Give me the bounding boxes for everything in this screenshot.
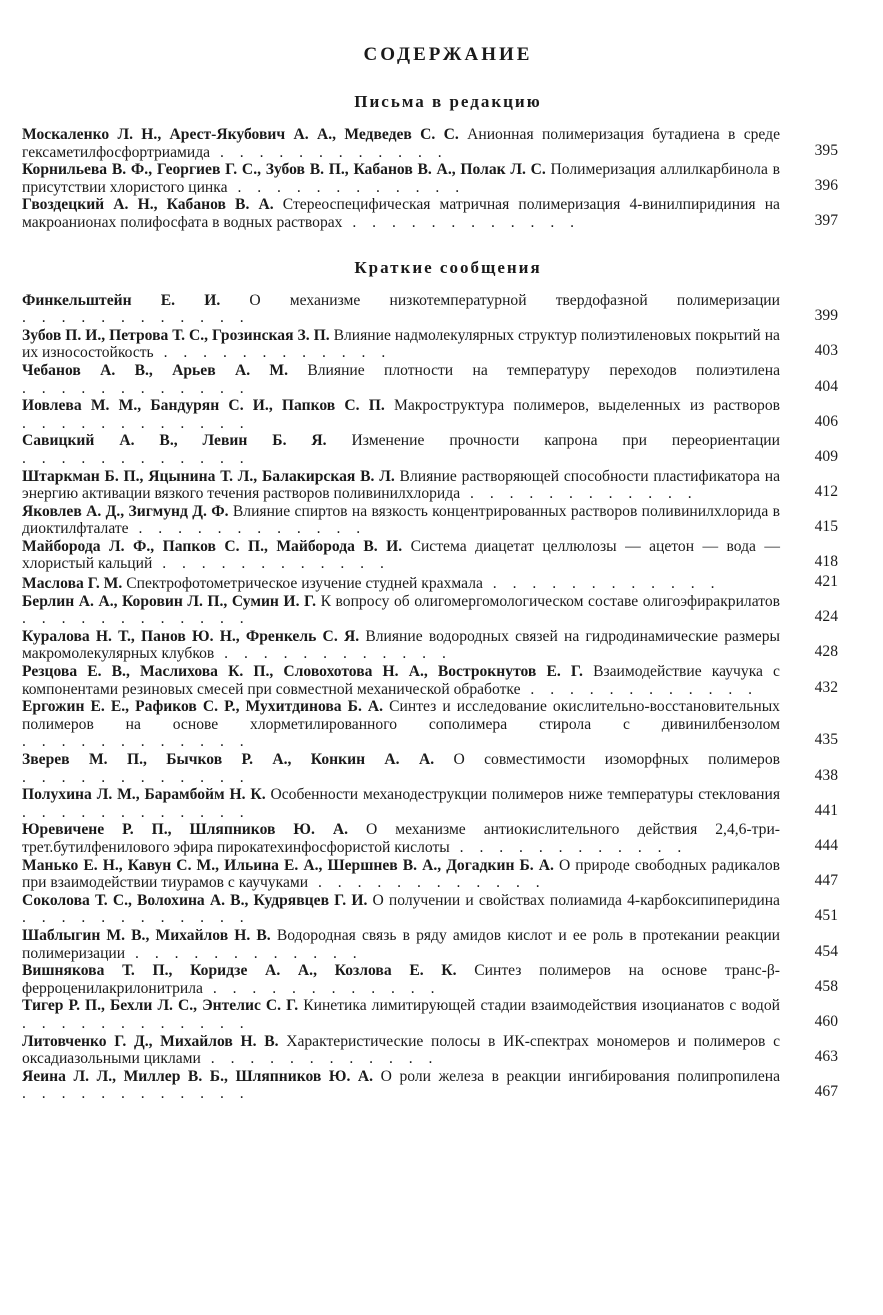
leader-dots: . . . . . . . . . . . . (210, 143, 448, 161)
entry-page-number: 458 (814, 977, 838, 995)
entry-title: О роли железа в реакции ингибирования полипропилена (380, 1067, 781, 1085)
section-heading: Краткие сообщения (354, 257, 542, 277)
toc-entry[interactable] (22, 857, 838, 892)
entry-page-number: 441 (814, 801, 838, 819)
leader-dots: . . . . . . . . . . . . (449, 838, 688, 856)
leader-dots: . . . . . . . . . . . . (22, 1085, 250, 1103)
toc-entry-text (22, 161, 780, 196)
entry-page-number: 438 (814, 766, 838, 784)
section-heading: Письма в редакцию (354, 92, 542, 111)
leader-dots: . . . . . . . . . . . . (460, 485, 698, 503)
entry-title: Система диацетат целлюлозы — ацетон — вода — хлористый кальций (22, 537, 780, 573)
leader-dots: . . . . . . . . . . . . (128, 520, 367, 538)
entry-authors: Гвоздецкий А. Н., Кабанов В. А. (22, 196, 274, 214)
toc-entry[interactable] (22, 962, 838, 997)
toc-entry-text (22, 397, 780, 432)
entry-page-number: 412 (814, 483, 838, 501)
toc-entry[interactable] (22, 1068, 838, 1103)
toc-entry[interactable] (22, 997, 838, 1032)
toc-entry[interactable] (22, 397, 838, 432)
leader-dots: . . . . . . . . . . . . (22, 610, 250, 628)
entry-authors: Тигер Р. П., Бехли Л. С., Энтелис С. Г. (22, 997, 299, 1015)
entry-authors: Иовлева М. М., Бандурян С. И., Папков С. П. (22, 397, 385, 415)
toc-entry[interactable] (22, 573, 838, 593)
entry-page-number: 424 (814, 608, 838, 626)
leader-dots: . . . . . . . . . . . . (153, 344, 392, 362)
contents-sections (22, 92, 838, 1103)
entry-page-number: 447 (814, 872, 838, 890)
entry-authors: Зверев М. П., Бычков Р. А., Конкин А. А. (22, 751, 435, 768)
entry-authors: Соколова Т. С., Волохина А. В., Кудрявцев Г. И. (22, 891, 368, 909)
entry-title: Кинетика лимитирующей стадии взаимодействия изоцианатов с водой (303, 997, 781, 1015)
entry-title: О получении и свойствах полиамида 4-карбоксипиперидина (372, 891, 780, 909)
entry-page-number: 451 (814, 907, 838, 925)
entry-authors: Москаленко Л. Н., Арест-Якубович А. А., Медведев С. С. (22, 126, 459, 143)
toc-entry[interactable] (22, 1033, 838, 1068)
toc-entry-text (22, 821, 780, 856)
toc-entry-text (22, 997, 780, 1032)
leader-dots: . . . . . . . . . . . . (22, 803, 250, 821)
entry-authors: Штаркман Б. П., Яцынина Т. Л., Балакирская В. Л. (22, 467, 395, 485)
entry-title: Взаимодействие каучука с компонентами резиновых смесей при совместной механической обработке (22, 663, 780, 698)
leader-dots: . . . . . . . . . . . . (202, 979, 441, 997)
entry-page-number: 403 (814, 342, 838, 360)
entry-page-number: 397 (814, 211, 838, 229)
entry-authors: Куралова Н. Т., Панов Ю. Н., Френкель С. Я. (22, 627, 360, 645)
entry-title: Синтез и исследование окислительно-восстановительных полимеров на основе хлорметилированного сополимера стирола с дивинилбензолом (22, 698, 780, 733)
entry-authors: Чебанов А. В., Арьев А. М. (22, 361, 289, 379)
section-entries (22, 292, 838, 1103)
entry-authors: Берлин А. А., Коровин Л. П., Сумин И. Г. (22, 592, 317, 610)
entry-authors: Майборода Л. Ф., Папков С. П., Майборода В. И. (22, 537, 403, 555)
toc-entry-text (22, 786, 780, 821)
leader-dots: . . . . . . . . . . . . (22, 733, 250, 751)
entry-authors: Ергожин Е. Е., Рафиков С. Р., Мухитдинова Б. А. (22, 698, 384, 716)
entry-title: Синтез полимеров на основе транс-β-ферроценилакрилонитрила (22, 962, 781, 997)
entry-page-number: 463 (814, 1048, 838, 1066)
toc-entry[interactable] (22, 698, 838, 751)
entry-authors: Яковлев А. Д., Зигмунд Д. Ф. (22, 502, 229, 520)
toc-entry[interactable] (22, 593, 838, 628)
entry-title: Влияние растворяющей способности пластификатора на энергию активации вязкого течения растворов поливинилхлорида (22, 467, 780, 503)
leader-dots: . . . . . . . . . . . . (152, 555, 390, 573)
entry-authors: Савицкий А. В., Левин Б. Я. (22, 432, 327, 450)
leader-dots: . . . . . . . . . . . . (482, 575, 721, 593)
entry-title: Макроструктура полимеров, выделенных из растворов (394, 397, 780, 415)
entry-authors: Яеина Л. Л., Миллер В. Б., Шляпников Ю. А. (22, 1067, 374, 1085)
entry-page-number: 454 (814, 942, 838, 960)
entry-authors: Финкельштейн Е. И. (22, 291, 221, 309)
toc-entry-text (22, 751, 780, 786)
toc-entry[interactable] (22, 786, 838, 821)
entry-page-number: 467 (814, 1083, 838, 1101)
entry-title: Полимеризация аллилкарбинола в присутствии хлористого цинка (22, 161, 780, 196)
entry-authors: Юревичене Р. П., Шляпников Ю. А. (22, 821, 348, 839)
entry-authors: Манько Е. Н., Кавун С. М., Ильина Е. А., Шершнев В. А., Догадкин Б. А. (22, 856, 554, 874)
toc-entry-text (22, 503, 780, 538)
entry-page-number: 435 (814, 731, 838, 749)
toc-entry[interactable] (22, 927, 838, 962)
entry-title: Стереоспецифическая матричная полимеризация 4-винилпиридиния на макроанионах полифосфата в водных растворах (22, 196, 780, 231)
toc-entry-text (22, 698, 780, 751)
leader-dots: . . . . . . . . . . . . (22, 909, 250, 927)
leader-dots: . . . . . . . . . . . . (22, 309, 250, 327)
toc-entry-text (22, 126, 780, 161)
entry-page-number: 428 (814, 643, 838, 661)
entry-title: Изменение прочности капрона при переориентации (351, 432, 780, 450)
entry-page-number: 396 (814, 176, 838, 194)
entry-page-number: 395 (814, 141, 838, 159)
entry-title: О механизме антиокислительного действия 2,4,6-три-трет.бутилфенилового эфира пирокатехинфосфористой кислоты (22, 821, 780, 856)
leader-dots: . . . . . . . . . . . . (22, 379, 250, 397)
entry-authors: Маслова Г. М. (22, 575, 123, 593)
entry-title: К вопросу об олигомергомологическом составе олигоэфиракрилатов (320, 592, 780, 610)
section-entries (22, 126, 838, 232)
toc-entry[interactable] (22, 292, 838, 327)
leader-dots: . . . . . . . . . . . . (22, 1014, 250, 1032)
entry-title: О природе свободных радикалов при взаимодействии тиурамов с каучуками (22, 856, 781, 892)
toc-entry-text (22, 628, 780, 663)
toc-entry-text (22, 1068, 780, 1103)
toc-entry[interactable] (22, 468, 838, 503)
toc-entry[interactable] (22, 362, 838, 397)
leader-dots: . . . . . . . . . . . . (308, 874, 546, 892)
entry-page-number: 444 (814, 836, 838, 854)
entry-page-number: 418 (814, 553, 838, 571)
toc-entry-text (22, 593, 780, 628)
entry-title: О совместимости изоморфных полимеров (453, 751, 780, 768)
toc-entry[interactable] (22, 196, 838, 231)
entry-authors: Литовченко Г. Д., Михайлов Н. В. (22, 1032, 279, 1050)
toc-entry-text (22, 327, 780, 362)
leader-dots: . . . . . . . . . . . . (22, 414, 250, 432)
entry-title: О механизме низкотемпературной твердофазной полимеризации (249, 291, 780, 309)
entry-page-number: 460 (814, 1012, 838, 1030)
toc-entry[interactable] (22, 821, 838, 856)
leader-dots: . . . . . . . . . . . . (22, 449, 250, 467)
leader-dots: . . . . . . . . . . . . (520, 680, 759, 698)
entry-authors: Зубов П. И., Петрова Т. С., Грозинская З. П. (22, 326, 330, 344)
toc-entry-text (22, 892, 780, 927)
entry-authors: Шаблыгин М. В., Михайлов Н. В. (22, 926, 271, 944)
leader-dots: . . . . . . . . . . . . (200, 1050, 439, 1068)
toc-entry-text (22, 857, 780, 892)
entry-page-number: 409 (814, 447, 838, 465)
entry-authors: Резцова Е. В., Маслихова К. П., Словохотова Н. А., Вострокнутов Е. Г. (22, 663, 583, 681)
toc-entry-text (22, 575, 780, 593)
leader-dots: . . . . . . . . . . . . (22, 768, 250, 786)
toc-entry-text (22, 196, 780, 231)
toc-entry-text (22, 362, 780, 397)
toc-entry-text (22, 538, 780, 573)
entry-page-number: 399 (814, 307, 838, 325)
entry-page-number: 421 (814, 573, 838, 591)
entry-title: Водородная связь в ряду амидов кислот и ее роль в протекании реакции полимеризации (22, 926, 781, 962)
toc-entry[interactable] (22, 892, 838, 927)
toc-entry[interactable] (22, 432, 838, 467)
entry-title: Влияние надмолекулярных структур полиэтиленовых покрытий на их износостойкость (22, 326, 780, 362)
entry-title: Анионная полимеризация бутадиена в среде гексаметилфосфортриамида (22, 126, 781, 161)
entry-page-number: 406 (814, 412, 838, 430)
entry-title: Спектрофотометрическое изучение студней крахмала (126, 575, 483, 593)
entry-page-number: 415 (814, 518, 838, 536)
toc-entry[interactable] (22, 327, 838, 362)
leader-dots: . . . . . . . . . . . . (227, 178, 466, 196)
leader-dots: . . . . . . . . . . . . (214, 645, 452, 663)
toc-entry-text (22, 292, 780, 327)
entry-authors: Вишнякова Т. П., Коридзе А. А., Козлова Е. К. (22, 962, 457, 980)
page-title: СОДЕРЖАНИЕ (363, 44, 533, 65)
toc-entry[interactable] (22, 663, 838, 698)
toc-entry-text (22, 927, 780, 962)
entry-title: Влияние водородных связей на гидродинамические размеры макромолекулярных клубков (22, 627, 780, 663)
entry-title: Характеристические полосы в ИК-спектрах мономеров и полимеров с оксадиазольными циклами (22, 1032, 780, 1068)
entry-page-number: 404 (814, 377, 838, 395)
toc-entry[interactable] (22, 126, 838, 161)
entry-title: Особенности механодеструкции полимеров ниже температуры стеклования (270, 786, 780, 804)
toc-entry-text (22, 962, 780, 997)
toc-entry-text (22, 468, 780, 503)
toc-entry[interactable] (22, 628, 838, 663)
entry-title: Влияние спиртов на вязкость концентрированных растворов поливинилхлорида в диоктилфталате (22, 502, 780, 538)
toc-entry-text (22, 1033, 780, 1068)
toc-entry-text (22, 432, 780, 467)
leader-dots: . . . . . . . . . . . . (342, 213, 581, 231)
entry-page-number: 432 (814, 678, 838, 696)
entry-authors: Полухина Л. М., Барамбойм Н. К. (22, 786, 266, 804)
toc-entry[interactable] (22, 751, 838, 786)
toc-entry[interactable] (22, 503, 838, 538)
toc-entry[interactable] (22, 538, 838, 573)
toc-entry[interactable] (22, 161, 838, 196)
leader-dots: . . . . . . . . . . . . (125, 944, 363, 962)
entry-title: Влияние плотности на температуру переходов полиэтилена (307, 361, 780, 379)
entry-authors: Корнильева В. Ф., Георгиев Г. С., Зубов В. П., Кабанов В. А., Полак Л. С. (22, 161, 546, 179)
toc-entry-text (22, 663, 780, 698)
